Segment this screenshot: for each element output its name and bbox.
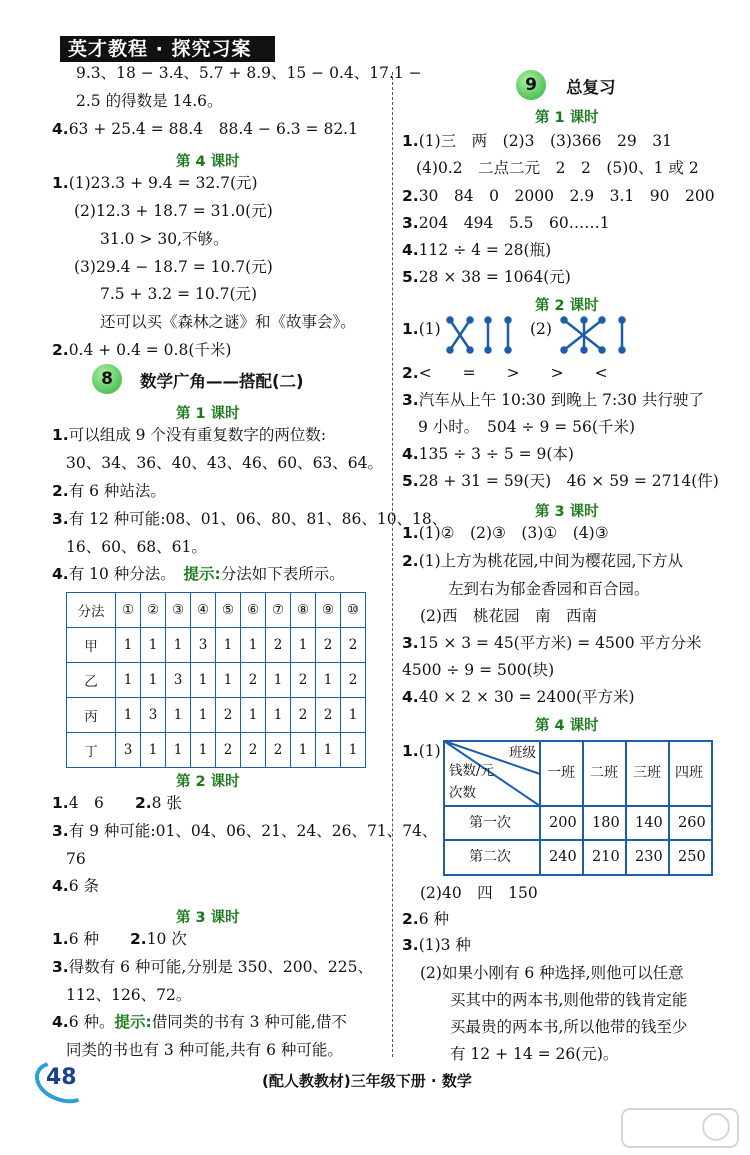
- section-heading: 第 3 课时: [176, 910, 240, 926]
- table-cell: ⑨: [316, 593, 341, 628]
- table-cell: 210: [592, 849, 620, 865]
- text-line: 还可以买《森林之谜》和《故事会》。: [100, 313, 356, 331]
- table-cell: 1: [191, 663, 216, 698]
- table-cell: ⑤: [216, 593, 241, 628]
- table-cell: 1: [341, 698, 366, 733]
- answer-line: 1.(1)三 两 (2)3 (3)366 29 31: [402, 132, 672, 150]
- table-cell: 1: [116, 628, 141, 663]
- text-line: 9 小时。 504 ÷ 9 = 56(千米): [418, 418, 635, 436]
- table-cell: 3: [141, 698, 166, 733]
- corner-label-times: 次数: [449, 785, 476, 801]
- col-header: 四班: [675, 765, 703, 781]
- text-line: 同类的书也有 3 种可能,共有 6 种可能。: [66, 1041, 343, 1059]
- table-cell: ⑥: [241, 593, 266, 628]
- distribution-table: [66, 592, 366, 768]
- table-cell: ①: [116, 593, 141, 628]
- answer-line: 2.0.4 + 0.4 = 0.8(千米): [52, 341, 232, 359]
- answer-line: 3.汽车从上午 10:30 到晚上 7:30 共行驶了: [402, 391, 704, 409]
- table-cell: 1: [141, 628, 166, 663]
- page-number: 48: [46, 1065, 77, 1090]
- row-label: 丙: [67, 698, 116, 733]
- section-heading: 第 1 课时: [176, 406, 240, 422]
- row-label: 第一次: [469, 815, 511, 831]
- table-cell: 1: [166, 628, 191, 663]
- corner-label-money: 钱数/元: [449, 763, 495, 779]
- table-cell: 3: [166, 663, 191, 698]
- table-cell: 3: [191, 628, 216, 663]
- class-money-table: [443, 740, 713, 876]
- unit-9-title: 总复习: [566, 78, 616, 97]
- table-cell: ⑧: [291, 593, 316, 628]
- table-cell: 1: [191, 733, 216, 768]
- table-cell: 2: [291, 663, 316, 698]
- text-line: (2)40 四 150: [420, 884, 538, 902]
- section-heading: 第 3 课时: [535, 504, 599, 520]
- col-header: 一班: [547, 765, 575, 781]
- row-label: 甲: [67, 628, 116, 663]
- answer-line: 4.6 条: [52, 877, 99, 895]
- answer-line: 3.得数有 6 种可能,分别是 350、200、225、: [52, 958, 374, 976]
- text-line: 有 12 + 14 = 26(元)。: [450, 1045, 619, 1063]
- answer-line: 4.63 + 25.4 = 88.4 88.4 − 6.3 = 82.1: [52, 120, 358, 138]
- table-cell: ③: [166, 593, 191, 628]
- text-line: (2)如果小刚有 6 种选择,则他可以任意: [420, 964, 684, 982]
- table-cell: 1: [291, 628, 316, 663]
- table-cell: 250: [678, 849, 706, 865]
- table-cell: 1: [291, 733, 316, 768]
- row-label: 丁: [67, 733, 116, 768]
- text-line: 30、34、36、40、43、46、60、63、64。: [66, 454, 384, 472]
- table-cell: ②: [141, 593, 166, 628]
- section-heading: 第 1 课时: [535, 110, 599, 126]
- table-cell: 1: [216, 663, 241, 698]
- table-cell: 2: [266, 628, 291, 663]
- unit-8-badge: 8: [92, 364, 122, 394]
- line-drawing-1: [444, 316, 514, 356]
- answer-line: 1.(1): [402, 742, 441, 760]
- footer-text: (配人教教材)三年级下册 · 数学: [262, 1072, 472, 1090]
- text-line: 4500 ÷ 9 = 500(块): [402, 661, 555, 679]
- table-cell: 1: [341, 733, 366, 768]
- text-line: 9.3、18 − 3.4、5.7 + 8.9、15 − 0.4、17.1 −: [76, 64, 422, 82]
- text-line: 买最贵的两本书,所以他带的钱至少: [450, 1018, 688, 1036]
- text-line: 左到右为郁金香园和百合园。: [448, 580, 650, 598]
- table-cell: 2: [266, 733, 291, 768]
- table-cell: 1: [266, 663, 291, 698]
- table-cell: 2: [316, 698, 341, 733]
- table-cell: 260: [678, 815, 706, 831]
- answer-line: 4.135 ÷ 3 ÷ 5 = 9(本): [402, 445, 574, 463]
- table-cell: 1: [191, 698, 216, 733]
- table-cell: 2: [241, 733, 266, 768]
- text-line: (2)西 桃花园 南 西南: [420, 607, 597, 625]
- table-row: [67, 628, 366, 663]
- table-cell: 180: [592, 815, 620, 831]
- header-title: 英才教程 · 探究习案: [60, 36, 275, 62]
- column-divider: [392, 72, 393, 1057]
- table-cell: 1: [241, 698, 266, 733]
- table-cell: 2: [216, 698, 241, 733]
- text-line: 112、126、72。: [66, 986, 192, 1004]
- table-row: [67, 663, 366, 698]
- section-heading: 第 4 课时: [535, 718, 599, 734]
- table-cell: 2: [341, 628, 366, 663]
- answer-line: 2.6 种: [402, 910, 449, 928]
- table-row: [67, 593, 366, 628]
- answer-line: 2.30 84 0 2000 2.9 3.1 90 200: [402, 187, 715, 205]
- table-cell: 230: [635, 849, 663, 865]
- watermark-logo: [620, 1105, 740, 1151]
- text-line: 31.0 > 30,不够。: [100, 230, 229, 248]
- section-heading: 第 2 课时: [535, 298, 599, 314]
- table-cell: 1: [266, 698, 291, 733]
- answer-line: 4.6 种。提示:借同类的书有 3 种可能,借不: [52, 1013, 347, 1031]
- answer-line: 3.有 12 种可能:08、01、06、80、81、86、10、18、: [52, 510, 448, 528]
- section-heading: 第 2 课时: [176, 774, 240, 790]
- answer-line: 4.40 × 2 × 30 = 2400(平方米): [402, 688, 635, 706]
- answer-line: 5.28 + 31 = 59(天) 46 × 59 = 2714(件): [402, 472, 719, 490]
- table-cell: 1: [241, 628, 266, 663]
- answer-line: 1.可以组成 9 个没有重复数字的两位数:: [52, 426, 327, 444]
- unit-9-badge: 9: [516, 70, 546, 100]
- watermark-shape: [620, 1105, 740, 1151]
- col-header: 三班: [633, 765, 661, 781]
- text-line: 买其中的两本书,则他带的钱肯定能: [450, 991, 688, 1009]
- col-header: 二班: [590, 765, 618, 781]
- table-cell: 1: [316, 733, 341, 768]
- table-cell: 1: [316, 663, 341, 698]
- table-cell: 2: [216, 733, 241, 768]
- text-line: (4)0.2 二点二元 2 2 (5)0、1 或 2: [416, 159, 699, 177]
- answer-line: 1.6 种 2.10 次: [52, 930, 187, 948]
- text-line: (3)29.4 − 18.7 = 10.7(元): [74, 258, 273, 276]
- table-cell: 1: [116, 663, 141, 698]
- unit-8-title: 数学广角——搭配(二): [140, 372, 304, 391]
- answer-line: 5.28 × 38 = 1064(元): [402, 268, 571, 286]
- text-line: 76: [66, 850, 86, 868]
- table-cell: 1: [116, 698, 141, 733]
- row-label: 分法: [67, 593, 116, 628]
- table-row: [67, 733, 366, 768]
- text-line: 2.5 的得数是 14.6。: [76, 92, 223, 110]
- row-label: 第二次: [469, 849, 511, 865]
- table-cell: 2: [291, 698, 316, 733]
- text-line: 7.5 + 3.2 = 10.7(元): [100, 285, 258, 303]
- table-cell: 1: [166, 698, 191, 733]
- corner-label-class: 班级: [509, 745, 536, 761]
- answer-line: 1.(1)23.3 + 9.4 = 32.7(元): [52, 174, 258, 192]
- table-cell: 2: [241, 663, 266, 698]
- answer-line: 2.(1)上方为桃花园,中间为樱花园,下方从: [402, 552, 683, 570]
- table-cell: ④: [191, 593, 216, 628]
- answer-line: 2.< = > > <: [402, 364, 608, 382]
- table-cell: 2: [316, 628, 341, 663]
- table-cell: 1: [141, 733, 166, 768]
- line-drawing-2: [558, 316, 628, 356]
- text-line: (2)12.3 + 18.7 = 31.0(元): [74, 202, 273, 220]
- table-cell: 1: [141, 663, 166, 698]
- table-cell: ⑦: [266, 593, 291, 628]
- table-cell: 2: [341, 663, 366, 698]
- table-cell: ⑩: [341, 593, 366, 628]
- table-cell: 200: [549, 815, 577, 831]
- table-row: [67, 698, 366, 733]
- text-line: 16、60、68、61。: [66, 538, 207, 556]
- answer-line: 3.(1)3 种: [402, 936, 471, 954]
- answer-line: 1.(1)② (2)③ (3)① (4)③: [402, 524, 609, 542]
- answer-line: 1.(1): [402, 320, 441, 338]
- answer-line: 4.有 10 种分法。 提示:分法如下表所示。: [52, 565, 345, 583]
- answer-line: 2.有 6 种站法。: [52, 482, 166, 500]
- table-cell: 1: [166, 733, 191, 768]
- section-heading: 第 4 课时: [176, 154, 240, 170]
- table-cell: 140: [635, 815, 663, 831]
- table-cell: 240: [549, 849, 577, 865]
- answer-line: 3.有 9 种可能:01、04、06、21、24、26、71、74、: [52, 822, 438, 840]
- answer-line: 3.204 494 5.5 60……1: [402, 214, 610, 232]
- answer-line: (2): [530, 320, 552, 338]
- answer-line: 1.4 6 2.8 张: [52, 794, 182, 812]
- table-cell: 3: [116, 733, 141, 768]
- answer-line: 3.15 × 3 = 45(平方米) = 4500 平方分米: [402, 634, 702, 652]
- table-cell: 1: [216, 628, 241, 663]
- answer-line: 4.112 ÷ 4 = 28(瓶): [402, 241, 552, 259]
- row-label: 乙: [67, 663, 116, 698]
